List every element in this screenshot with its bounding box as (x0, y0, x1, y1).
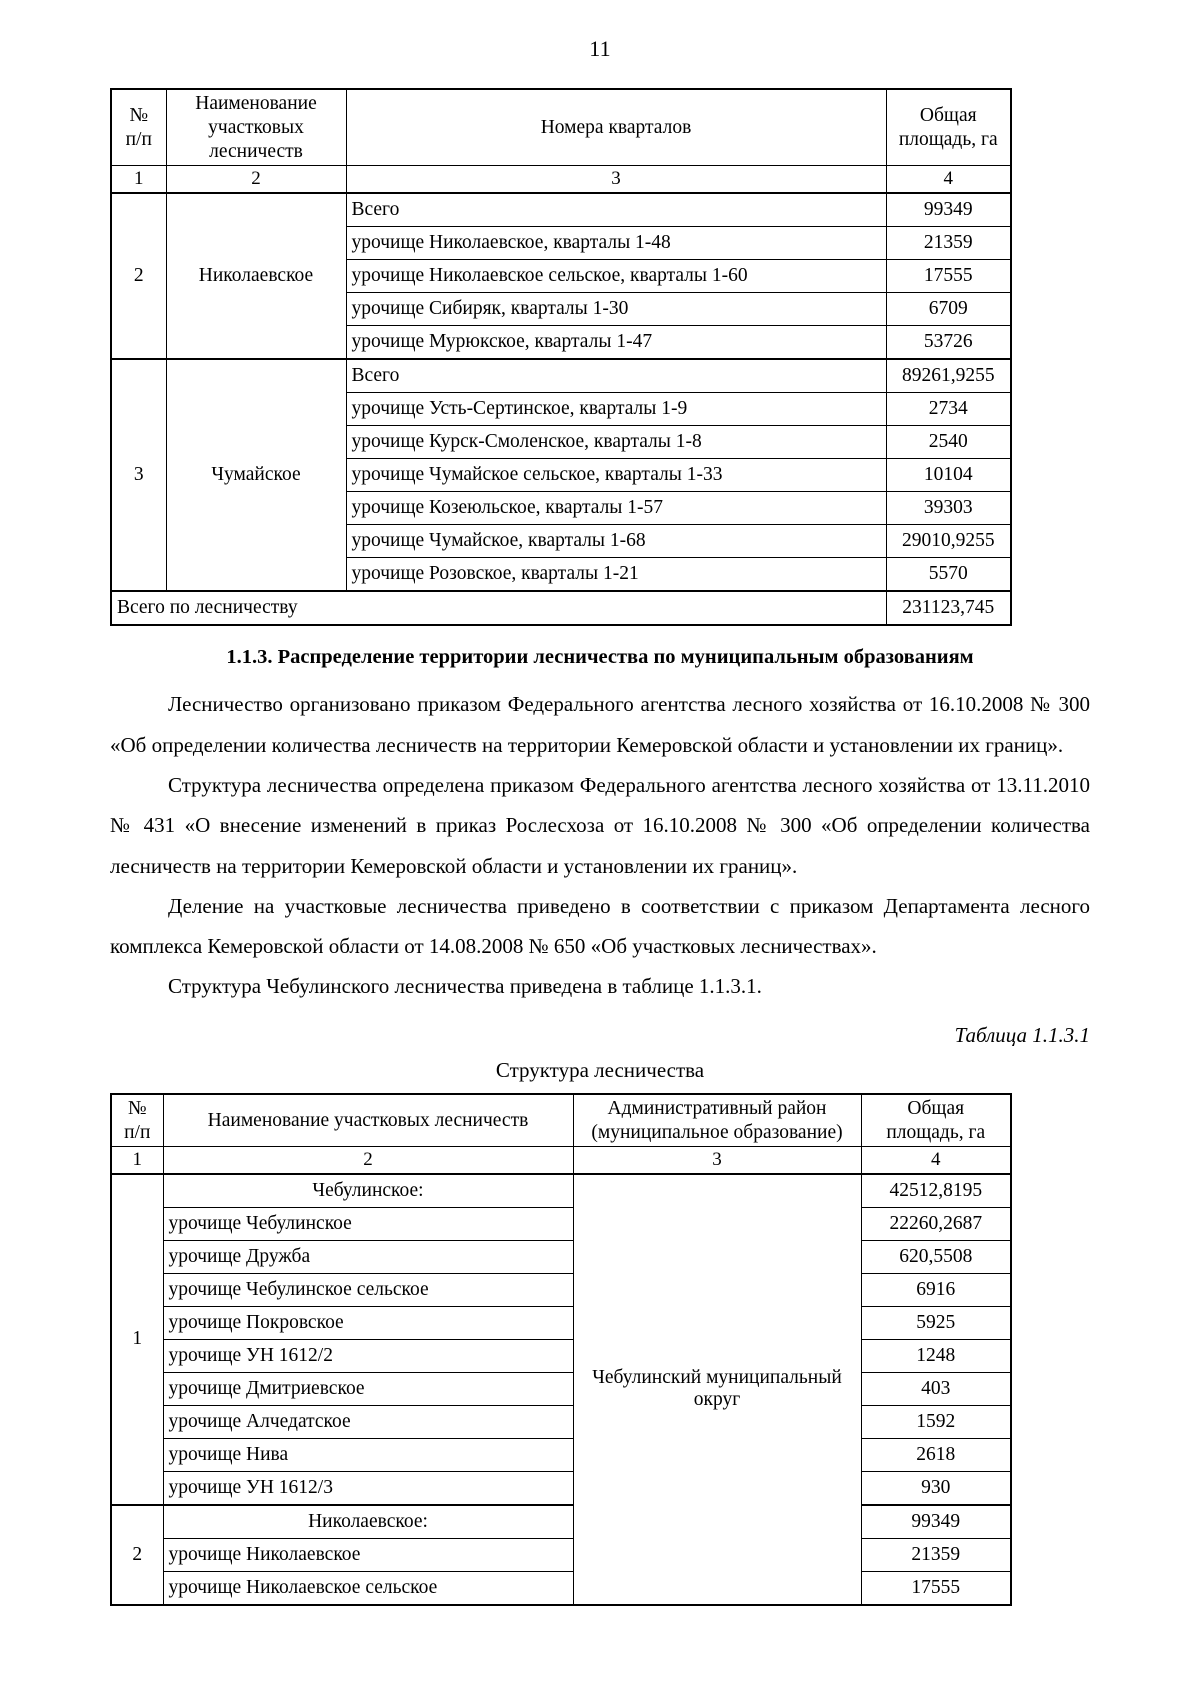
row-label: урочище Розовское, кварталы 1-21 (346, 557, 886, 591)
header-district-line1: Административный район (607, 1097, 827, 1119)
row-value: 29010,9255 (886, 524, 1011, 557)
row-value: 42512,8195 (861, 1174, 1011, 1208)
row-value: 99349 (861, 1505, 1011, 1539)
row-label: Всего (346, 359, 886, 393)
group-no: 2 (111, 193, 166, 359)
row-value: 2618 (861, 1438, 1011, 1471)
header-cell-no (111, 89, 166, 166)
row-value: 21359 (861, 1538, 1011, 1571)
header-no-line2: п/п (124, 1121, 151, 1143)
row-value: 2734 (886, 392, 1011, 425)
header-no-line2: п/п (125, 128, 152, 150)
row-value: 21359 (886, 226, 1011, 259)
table-row (111, 1339, 1011, 1372)
row-label: урочище Дружба (163, 1240, 573, 1273)
table-row (111, 1306, 1011, 1339)
paragraph-3: Деление на участковые лесничества приведено в соответствии с приказом Департамента лесного комплекса Кемеровской области от 14.08.2008 № 650 «Об участковых лесничествах». (110, 893, 1090, 959)
table-row (111, 359, 1011, 393)
row-value: 6916 (861, 1273, 1011, 1306)
header-name-line3: лесничеств (209, 140, 303, 162)
paragraph-4: Структура Чебулинского лесничества приведена в таблице 1.1.3.1. (168, 974, 762, 999)
table-row (111, 1538, 1011, 1571)
row-label: урочище Алчедатское (163, 1405, 573, 1438)
colnum-3: 3 (573, 1147, 861, 1174)
row-label: урочище Козеюльское, кварталы 1-57 (346, 491, 886, 524)
total-label: Всего по лесничеству (111, 591, 886, 625)
table2-caption-number: Таблица 1.1.3.1 (954, 1022, 1090, 1047)
paragraph-1: Лесничество организовано приказом Федерального агентства лесного хозяйства от 16.10.2008 № 300 «Об определении количества лесничеств на территории Кемеровской области и установлении их границ». (110, 692, 1090, 757)
colnum-2: 2 (166, 166, 346, 193)
row-value: 403 (861, 1372, 1011, 1405)
row-value: 1592 (861, 1405, 1011, 1438)
header-no-line1: № (127, 1097, 147, 1119)
table-forest-structure (110, 1093, 1012, 1606)
row-value: 89261,9255 (886, 359, 1011, 393)
group-no: 1 (111, 1174, 163, 1505)
row-value: 99349 (886, 193, 1011, 227)
header-cell-district (573, 1094, 861, 1147)
page-number: 11 (589, 36, 611, 61)
row-label: урочище Чумайское сельское, кварталы 1-33 (346, 458, 886, 491)
row-label: урочище Курск-Смоленское, кварталы 1-8 (346, 425, 886, 458)
row-value: 17555 (886, 259, 1011, 292)
row-label: урочище Мурюкское, кварталы 1-47 (346, 325, 886, 359)
district-cell: Чебулинский муниципальный округ (573, 1174, 861, 1605)
table-row (111, 1372, 1011, 1405)
row-label: урочище Николаевское (163, 1538, 573, 1571)
table-row (111, 1240, 1011, 1273)
colnum-3: 3 (346, 166, 886, 193)
row-value: 2540 (886, 425, 1011, 458)
row-label: урочище Чебулинское сельское (163, 1273, 573, 1306)
header-area-line1: Общая (919, 104, 977, 126)
row-value: 930 (861, 1471, 1011, 1505)
group-no: 3 (111, 359, 166, 591)
table-row (111, 1571, 1011, 1605)
row-label: Всего (346, 193, 886, 227)
header-cell-name (166, 89, 346, 166)
table-row (111, 193, 1011, 227)
table2-caption-title: Структура лесничества (495, 1057, 705, 1082)
table-row (111, 1207, 1011, 1240)
row-value: 53726 (886, 325, 1011, 359)
group-name: Николаевское (166, 193, 346, 359)
colnum-2: 2 (163, 1147, 573, 1174)
row-value: 1248 (861, 1339, 1011, 1372)
colnum-1: 1 (111, 1147, 163, 1174)
colnum-1: 1 (111, 166, 166, 193)
row-label: урочище Николаевское, кварталы 1-48 (346, 226, 886, 259)
group-name: Чумайское (166, 359, 346, 591)
row-label: урочище УН 1612/2 (163, 1339, 573, 1372)
table-row (111, 1273, 1011, 1306)
row-label: урочище Сибиряк, кварталы 1-30 (346, 292, 886, 325)
table-row-header (111, 89, 1011, 166)
header-cell-name: Наименование участковых лесничеств (163, 1094, 573, 1147)
header-name-line2: участковых (208, 116, 304, 138)
row-value: 39303 (886, 491, 1011, 524)
total-value: 231123,745 (886, 591, 1011, 625)
table-row (111, 1438, 1011, 1471)
row-value: 5925 (861, 1306, 1011, 1339)
table-row-header (111, 1094, 1011, 1147)
row-label: урочище Покровское (163, 1306, 573, 1339)
row-value: 6709 (886, 292, 1011, 325)
header-district-line2: (муниципальное образование) (591, 1121, 843, 1143)
table-row (111, 1174, 1011, 1208)
table-row (111, 1471, 1011, 1505)
row-label: урочище Нива (163, 1438, 573, 1471)
header-no-line1: № (129, 104, 149, 126)
table-forest-quarters (110, 88, 1012, 626)
row-label: Чебулинское: (163, 1174, 573, 1208)
group-no: 2 (111, 1505, 163, 1605)
table-row-total (111, 591, 1011, 625)
row-label: урочище Усть-Сертинское, кварталы 1-9 (346, 392, 886, 425)
row-label: урочище УН 1612/3 (163, 1471, 573, 1505)
table-row-column-numbers (111, 1147, 1011, 1174)
row-value: 17555 (861, 1571, 1011, 1605)
colnum-4: 4 (886, 166, 1011, 193)
header-cell-area (886, 89, 1011, 166)
row-value: 22260,2687 (861, 1207, 1011, 1240)
row-label: урочище Чумайское, кварталы 1-68 (346, 524, 886, 557)
header-name-line1: Наименование (195, 93, 317, 114)
colnum-4: 4 (861, 1147, 1011, 1174)
header-cell-no (111, 1094, 163, 1147)
section-heading: 1.1.3. Распределение территории лесничества по муниципальным образованиям (226, 645, 974, 668)
row-label: урочище Николаевское сельское, кварталы 1-60 (346, 259, 886, 292)
row-label: урочище Чебулинское (163, 1207, 573, 1240)
row-value: 5570 (886, 557, 1011, 591)
header-cell-quarters: Номера кварталов (346, 89, 886, 166)
header-area-line2: площадь, га (898, 128, 998, 150)
row-value: 620,5508 (861, 1240, 1011, 1273)
header-cell-area: Общая площадь, га (861, 1094, 1011, 1147)
table-row (111, 1505, 1011, 1539)
row-label: Николаевское: (163, 1505, 573, 1539)
row-value: 10104 (886, 458, 1011, 491)
paragraph-2: Структура лесничества определена приказом Федерального агентства лесного хозяйства от 13.11.2010 № 431 «О внесение изменений в приказ Рослесхоза от 16.10.2008 № 300 «Об определении количества лесничеств на территории Кемеровской области и установлении их границ». (110, 772, 1090, 878)
row-label: урочище Дмитриевское (163, 1372, 573, 1405)
table-row (111, 1405, 1011, 1438)
table-row-column-numbers (111, 166, 1011, 193)
row-label: урочище Николаевское сельское (163, 1571, 573, 1605)
